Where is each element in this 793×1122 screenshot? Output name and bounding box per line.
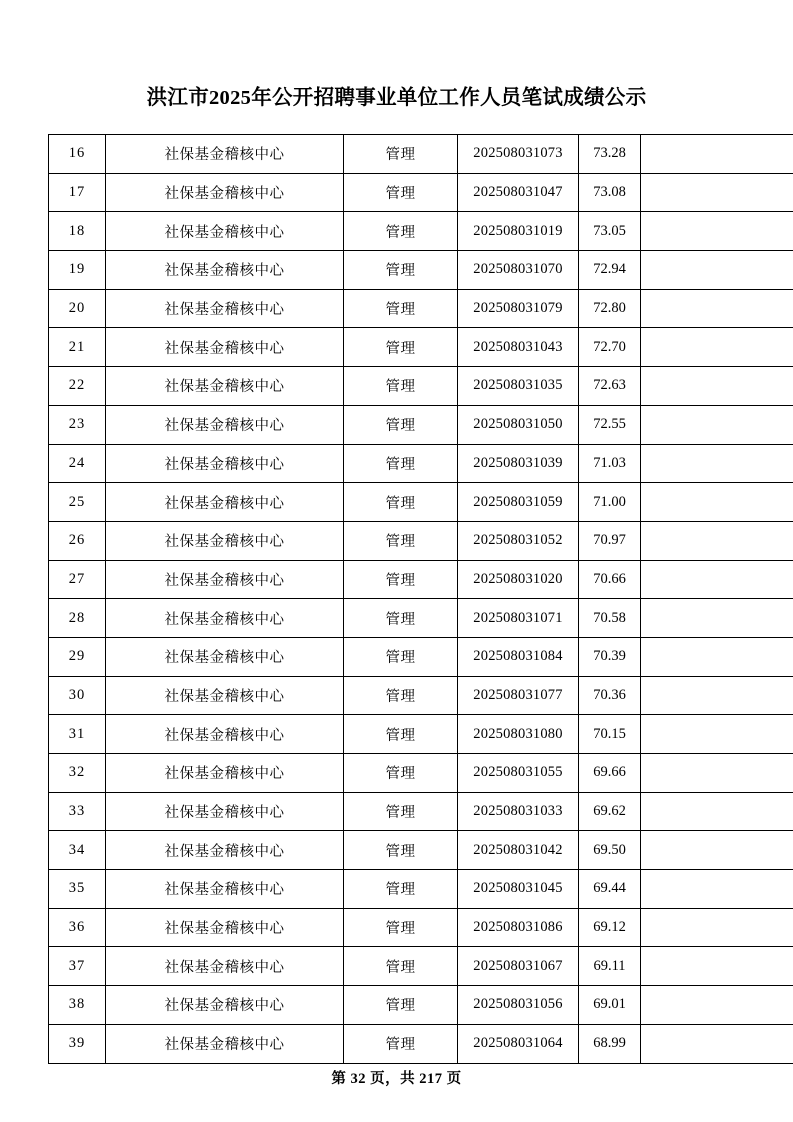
cell-exam-number: 202508031086 [458, 908, 579, 947]
cell-category: 管理 [344, 870, 458, 909]
cell-index: 26 [49, 521, 106, 560]
table-row [49, 637, 793, 676]
cell-remark [641, 1024, 793, 1063]
cell-remark [641, 754, 793, 793]
cell-department: 社保基金稽核中心 [106, 1024, 344, 1063]
cell-score: 70.58 [579, 599, 641, 638]
table-row [49, 947, 793, 986]
cell-score: 72.70 [579, 328, 641, 367]
cell-remark [641, 251, 793, 290]
cell-category: 管理 [344, 676, 458, 715]
cell-index: 31 [49, 715, 106, 754]
cell-category: 管理 [344, 831, 458, 870]
cell-category: 管理 [344, 483, 458, 522]
cell-department: 社保基金稽核中心 [106, 328, 344, 367]
cell-category: 管理 [344, 1024, 458, 1063]
cell-department: 社保基金稽核中心 [106, 251, 344, 290]
cell-exam-number: 202508031052 [458, 521, 579, 560]
cell-exam-number: 202508031059 [458, 483, 579, 522]
table-row [49, 676, 793, 715]
cell-department: 社保基金稽核中心 [106, 754, 344, 793]
cell-score: 72.80 [579, 289, 641, 328]
table-row [49, 792, 793, 831]
cell-department: 社保基金稽核中心 [106, 676, 344, 715]
cell-remark [641, 637, 793, 676]
table-row [49, 521, 793, 560]
cell-score: 71.03 [579, 444, 641, 483]
cell-remark [641, 831, 793, 870]
cell-remark [641, 676, 793, 715]
cell-remark [641, 715, 793, 754]
table-row [49, 483, 793, 522]
cell-category: 管理 [344, 212, 458, 251]
cell-remark [641, 212, 793, 251]
cell-department: 社保基金稽核中心 [106, 135, 344, 174]
cell-department: 社保基金稽核中心 [106, 637, 344, 676]
cell-exam-number: 202508031055 [458, 754, 579, 793]
cell-category: 管理 [344, 599, 458, 638]
cell-index: 36 [49, 908, 106, 947]
cell-exam-number: 202508031084 [458, 637, 579, 676]
cell-remark [641, 483, 793, 522]
cell-exam-number: 202508031077 [458, 676, 579, 715]
cell-exam-number: 202508031039 [458, 444, 579, 483]
cell-category: 管理 [344, 986, 458, 1025]
cell-remark [641, 947, 793, 986]
cell-index: 35 [49, 870, 106, 909]
table-row [49, 831, 793, 870]
cell-department: 社保基金稽核中心 [106, 831, 344, 870]
cell-score: 70.66 [579, 560, 641, 599]
cell-score: 70.15 [579, 715, 641, 754]
cell-index: 27 [49, 560, 106, 599]
cell-exam-number: 202508031073 [458, 135, 579, 174]
cell-category: 管理 [344, 367, 458, 406]
score-table-body [49, 135, 793, 1064]
cell-category: 管理 [344, 289, 458, 328]
cell-category: 管理 [344, 405, 458, 444]
cell-category: 管理 [344, 560, 458, 599]
cell-exam-number: 202508031020 [458, 560, 579, 599]
cell-index: 16 [49, 135, 106, 174]
cell-department: 社保基金稽核中心 [106, 599, 344, 638]
cell-index: 28 [49, 599, 106, 638]
cell-category: 管理 [344, 637, 458, 676]
cell-exam-number: 202508031033 [458, 792, 579, 831]
cell-category: 管理 [344, 251, 458, 290]
cell-exam-number: 202508031047 [458, 173, 579, 212]
cell-score: 70.36 [579, 676, 641, 715]
cell-exam-number: 202508031071 [458, 599, 579, 638]
cell-index: 20 [49, 289, 106, 328]
cell-remark [641, 289, 793, 328]
cell-score: 68.99 [579, 1024, 641, 1063]
cell-score: 72.55 [579, 405, 641, 444]
cell-category: 管理 [344, 947, 458, 986]
cell-department: 社保基金稽核中心 [106, 289, 344, 328]
cell-exam-number: 202508031064 [458, 1024, 579, 1063]
cell-remark [641, 908, 793, 947]
cell-department: 社保基金稽核中心 [106, 212, 344, 251]
cell-score: 72.63 [579, 367, 641, 406]
cell-department: 社保基金稽核中心 [106, 986, 344, 1025]
cell-category: 管理 [344, 715, 458, 754]
cell-score: 69.50 [579, 831, 641, 870]
cell-department: 社保基金稽核中心 [106, 715, 344, 754]
cell-score: 70.39 [579, 637, 641, 676]
cell-score: 69.66 [579, 754, 641, 793]
cell-index: 23 [49, 405, 106, 444]
cell-score: 73.28 [579, 135, 641, 174]
cell-remark [641, 986, 793, 1025]
cell-index: 37 [49, 947, 106, 986]
cell-remark [641, 599, 793, 638]
table-row [49, 251, 793, 290]
cell-score: 72.94 [579, 251, 641, 290]
cell-category: 管理 [344, 792, 458, 831]
table-row [49, 173, 793, 212]
table-row [49, 715, 793, 754]
table-row [49, 1024, 793, 1063]
cell-exam-number: 202508031079 [458, 289, 579, 328]
cell-index: 21 [49, 328, 106, 367]
table-row [49, 986, 793, 1025]
score-table [48, 134, 793, 1064]
cell-remark [641, 444, 793, 483]
cell-remark [641, 135, 793, 174]
cell-category: 管理 [344, 908, 458, 947]
table-row [49, 289, 793, 328]
cell-category: 管理 [344, 754, 458, 793]
cell-remark [641, 405, 793, 444]
cell-exam-number: 202508031019 [458, 212, 579, 251]
cell-index: 24 [49, 444, 106, 483]
table-row [49, 908, 793, 947]
cell-index: 34 [49, 831, 106, 870]
cell-exam-number: 202508031045 [458, 870, 579, 909]
cell-category: 管理 [344, 173, 458, 212]
cell-remark [641, 870, 793, 909]
cell-index: 33 [49, 792, 106, 831]
cell-index: 19 [49, 251, 106, 290]
cell-index: 32 [49, 754, 106, 793]
cell-department: 社保基金稽核中心 [106, 405, 344, 444]
cell-exam-number: 202508031067 [458, 947, 579, 986]
cell-category: 管理 [344, 521, 458, 560]
table-row [49, 367, 793, 406]
cell-department: 社保基金稽核中心 [106, 792, 344, 831]
cell-remark [641, 173, 793, 212]
cell-index: 38 [49, 986, 106, 1025]
cell-exam-number: 202508031056 [458, 986, 579, 1025]
cell-score: 71.00 [579, 483, 641, 522]
cell-exam-number: 202508031042 [458, 831, 579, 870]
cell-index: 17 [49, 173, 106, 212]
cell-department: 社保基金稽核中心 [106, 173, 344, 212]
cell-category: 管理 [344, 444, 458, 483]
cell-index: 25 [49, 483, 106, 522]
cell-remark [641, 792, 793, 831]
table-row [49, 599, 793, 638]
cell-score: 70.97 [579, 521, 641, 560]
cell-score: 69.44 [579, 870, 641, 909]
page-footer: 第 32 页，共 217 页 [331, 1071, 462, 1087]
score-table-container [0, 134, 793, 1064]
cell-score: 69.62 [579, 792, 641, 831]
table-row [49, 560, 793, 599]
cell-exam-number: 202508031035 [458, 367, 579, 406]
cell-department: 社保基金稽核中心 [106, 870, 344, 909]
table-row [49, 870, 793, 909]
cell-score: 69.12 [579, 908, 641, 947]
cell-remark [641, 367, 793, 406]
table-row [49, 405, 793, 444]
cell-department: 社保基金稽核中心 [106, 560, 344, 599]
cell-department: 社保基金稽核中心 [106, 483, 344, 522]
cell-exam-number: 202508031080 [458, 715, 579, 754]
table-row [49, 328, 793, 367]
cell-remark [641, 521, 793, 560]
cell-index: 39 [49, 1024, 106, 1063]
cell-index: 18 [49, 212, 106, 251]
cell-department: 社保基金稽核中心 [106, 908, 344, 947]
table-row [49, 135, 793, 174]
table-row [49, 754, 793, 793]
cell-score: 73.08 [579, 173, 641, 212]
cell-exam-number: 202508031050 [458, 405, 579, 444]
cell-department: 社保基金稽核中心 [106, 444, 344, 483]
cell-index: 29 [49, 637, 106, 676]
cell-category: 管理 [344, 328, 458, 367]
table-row [49, 212, 793, 251]
cell-score: 69.01 [579, 986, 641, 1025]
cell-score: 73.05 [579, 212, 641, 251]
page-title: 洪江市2025年公开招聘事业单位工作人员笔试成绩公示 [146, 87, 647, 109]
cell-score: 69.11 [579, 947, 641, 986]
cell-exam-number: 202508031070 [458, 251, 579, 290]
cell-exam-number: 202508031043 [458, 328, 579, 367]
cell-index: 22 [49, 367, 106, 406]
cell-remark [641, 328, 793, 367]
cell-index: 30 [49, 676, 106, 715]
cell-remark [641, 560, 793, 599]
cell-category: 管理 [344, 135, 458, 174]
cell-department: 社保基金稽核中心 [106, 367, 344, 406]
table-row [49, 444, 793, 483]
cell-department: 社保基金稽核中心 [106, 947, 344, 986]
cell-department: 社保基金稽核中心 [106, 521, 344, 560]
